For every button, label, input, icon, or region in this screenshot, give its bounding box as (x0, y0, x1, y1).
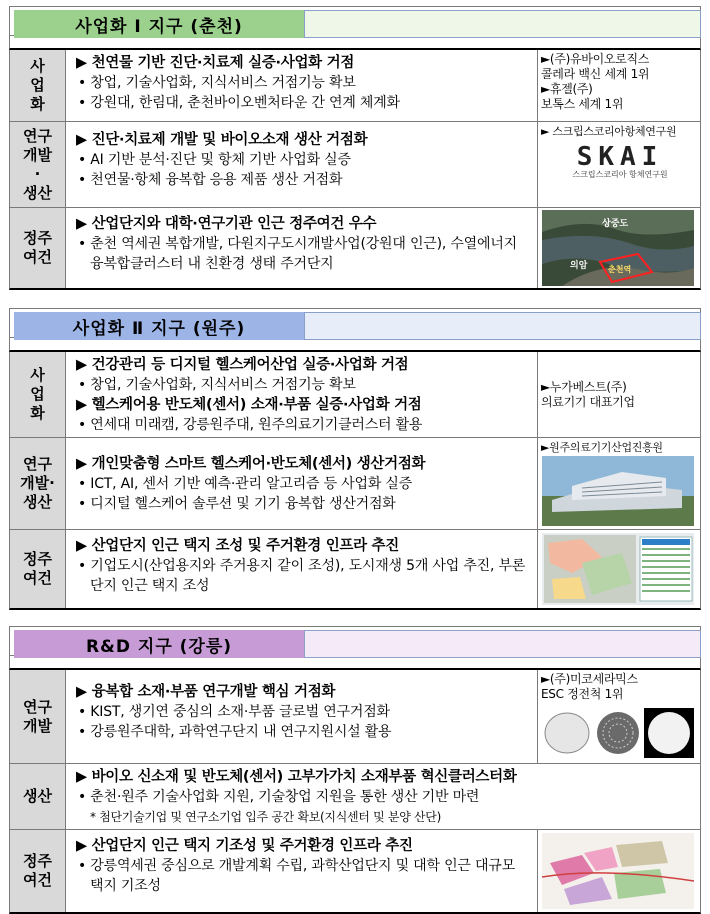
section-chuncheon (9, 6, 701, 290)
section-header (9, 308, 701, 338)
category-label: 연구 개발 · 생산 (10, 122, 66, 207)
row-rnd (9, 670, 701, 764)
building-photo (542, 456, 694, 526)
bullet-item: • AI 기반 분석·진단 및 항체 기반 사업화 실증 (78, 152, 351, 168)
side-note: ►누가베스트(주) 의료기기 대표기업 (541, 379, 635, 409)
bullet-item: • 강릉원주대학, 과학연구단지 내 연구지원시설 활용 (78, 724, 392, 740)
bullet-item: • 창업, 기술사업화, 지식서비스 거점기능 확보 (78, 75, 356, 91)
row-residential (9, 208, 701, 290)
bullet-item: • 디지털 헬스케어 솔루션 및 기기 융복합 생산거점화 (78, 496, 396, 512)
row-heading: ▶ 융복합 소재·부품 연구개발 핵심 거점화 (76, 684, 336, 700)
row-heading: ▶ 건강관리 등 디지털 헬스케어산업 실증·사업화 거점 (76, 357, 409, 373)
map-label: 의암 (570, 261, 588, 271)
category-label: 생산 (10, 764, 66, 829)
category-label: 연구 개발· 생산 (10, 438, 66, 529)
category-label: 사 업 화 (10, 352, 66, 437)
bullet-item: • 강원대, 한림대, 춘천바이오벤처타운 간 연계 체계화 (78, 95, 400, 111)
section-gangneung (9, 626, 701, 914)
bullet-item: • 기업도시(산업용지와 주거용지 같이 조성), 도시재생 5개 사업 추진, 부론 단지 인근 택지 조성 (78, 558, 526, 594)
category-label: 정주 여건 (10, 830, 66, 912)
row-heading: ▶ 개인맞춤형 스마트 헬스케어·반도체(센서) 생산거점화 (76, 456, 426, 472)
wonju-site-plan (542, 533, 694, 605)
side-note: ►원주의료기기산업진흥원 (541, 441, 663, 454)
bullet-item: • 창업, 기술사업화, 지식서비스 거점기능 확보 (78, 377, 356, 393)
bullet-item: • 강릉역세권 중심으로 개발계획 수립, 과학산업단지 및 대학 인근 대규모 택지 기조성 (78, 858, 515, 894)
category-label: 정주 여건 (10, 530, 66, 608)
section-wonju (9, 308, 701, 610)
bullet-item: • KIST, 생기연 중심의 소재·부품 글로벌 연구거점화 (78, 704, 390, 720)
row-commercialization (9, 50, 701, 122)
header-fill (304, 312, 701, 340)
section-header (9, 6, 701, 36)
section-title: 사업화 Ⅰ 지구 (춘천) (14, 10, 304, 38)
row-residential (9, 530, 701, 610)
side-note: ►(주)미코세라믹스 ESC 정전척 1위 (541, 672, 638, 701)
bullet-item: • 춘천·원주 기술사업화 지원, 기술창업 지원을 통한 생산 기반 마련 (78, 789, 480, 805)
side-note: ► 스크립스코리아항체연구원 (541, 125, 677, 138)
category-label: 사 업 화 (10, 50, 66, 121)
category-label: 정주 여건 (10, 208, 66, 288)
side-note: ►(주)유바이오로직스 콜레라 백신 세계 1위 ►휴젤(주) 보톡스 세계 1위 (541, 52, 650, 111)
row-heading: ▶ 진단·치료제 개발 및 바이오소재 생산 거점화 (76, 132, 368, 148)
skai-logo: SKAI 스크립스코리아 항체연구원 (560, 146, 680, 200)
row-residential (9, 830, 701, 914)
row-heading: ▶ 산업단지 인근 택지 기조성 및 주거환경 인프라 추진 (76, 838, 413, 854)
row-commercialization (9, 352, 701, 438)
row-heading: ▶ 바이오 신소재 및 반도체(센서) 고부가가치 소재부품 혁신클러스터화 (76, 769, 517, 785)
section-header (9, 626, 701, 656)
section-title: 사업화 Ⅱ 지구 (원주) (14, 312, 304, 340)
bullet-item: • 천연물·항체 융복합 응용 제품 생산 거점화 (78, 172, 343, 188)
header-fill (304, 630, 701, 658)
row-heading: ▶ 천연물 기반 진단·치료제 실증·사업화 거점 (76, 55, 355, 71)
bullet-item: • 춘천 역세권 복합개발, 다원지구도시개발사업(강원대 인근), 수열에너지융복합클러스터 내 친환경 생태 주거단지 (78, 236, 517, 272)
category-label: 연구 개발 (10, 670, 66, 763)
row-heading: ▶ 헬스케어용 반도체(센서) 소재·부품 실증·사업화 거점 (76, 397, 422, 413)
esc-chuck-photos (542, 706, 694, 760)
row-production (9, 764, 701, 830)
section-title: R&D 지구 (강릉) (14, 630, 304, 658)
header-fill (304, 10, 701, 38)
map-label: 상중도 (602, 219, 629, 229)
bullet-item: • ICT, AI, 센서 기반 예측·관리 알고리즘 등 사업화 실증 (78, 476, 413, 492)
chuncheon-aerial-map (542, 210, 694, 286)
bullet-item: • 연세대 미래캠, 강릉원주대, 원주의료기기클러스터 활용 (78, 417, 423, 433)
row-rnd-production (9, 438, 701, 530)
row-heading: ▶ 산업단지와 대학·연구기관 인근 정주여건 우수 (76, 216, 377, 232)
row-heading: ▶ 산업단지 인근 택지 조성 및 주거환경 인프라 추진 (76, 538, 399, 554)
gangneung-site-plan (542, 833, 694, 909)
row-rnd-production (9, 122, 701, 208)
map-label: 춘천역 (608, 265, 632, 274)
footnote: * 첨단기술기업 및 연구소기업 입주 공간 확보(지식센터 및 분양 산단) (90, 810, 441, 824)
